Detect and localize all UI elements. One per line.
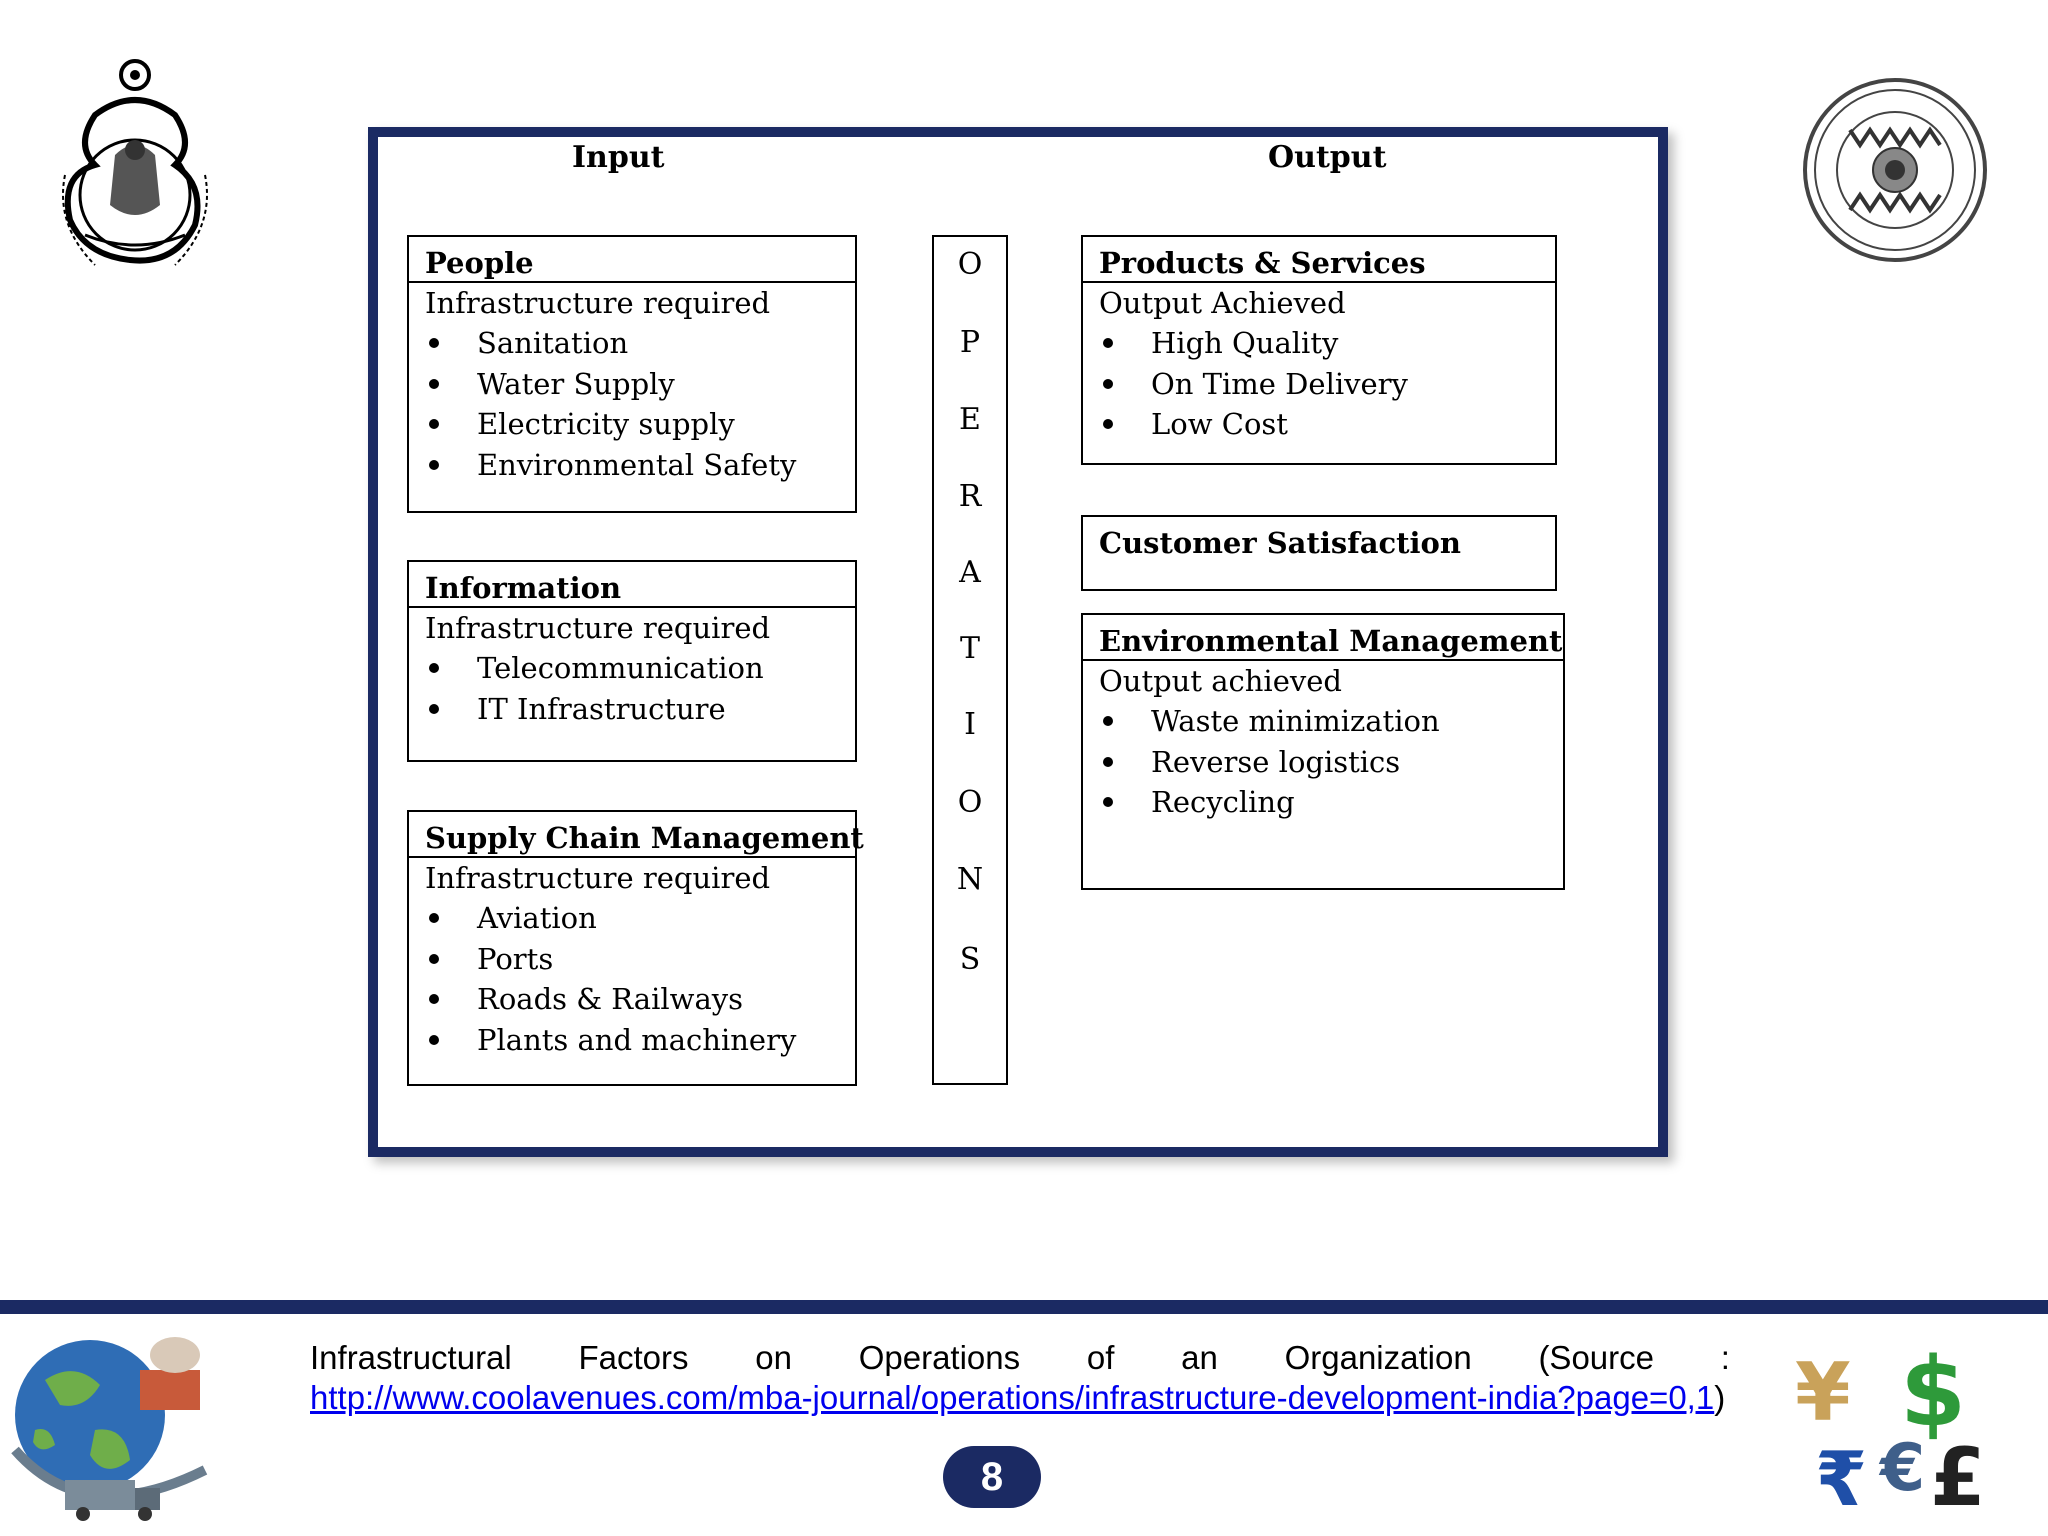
caption-word: Organization <box>1284 1339 1472 1376</box>
caption-word: on <box>755 1339 792 1376</box>
footer-bar <box>0 1300 2048 1314</box>
operations-letter: S <box>959 942 981 977</box>
list-item: Reverse logistics <box>1083 742 1563 783</box>
svg-text:£: £ <box>1930 1431 1986 1515</box>
customer-satisfaction-box <box>1081 515 1557 591</box>
footer-caption <box>310 1338 1730 1418</box>
box-title: Supply Chain Management <box>409 812 855 858</box>
operations-letter: P <box>959 325 981 360</box>
list-item: Telecommunication <box>409 648 855 689</box>
products-services-box <box>1081 235 1557 465</box>
list-item: High Quality <box>1083 323 1555 364</box>
people-box <box>407 235 857 513</box>
box-subtitle: Infrastructure required <box>425 286 771 320</box>
operations-letter: N <box>956 862 984 897</box>
list-item: Sanitation <box>409 323 855 364</box>
list-item: Waste minimization <box>1083 701 1563 742</box>
operations-box <box>932 235 1008 1085</box>
box-subtitle: Infrastructure required <box>425 611 771 645</box>
currency-symbols-icon <box>1785 1340 2005 1515</box>
list-item: Roads & Railways <box>409 979 855 1020</box>
caption-close-paren: ) <box>1714 1379 1726 1416</box>
operations-letter: T <box>959 631 980 666</box>
svg-text:¥: ¥ <box>1795 1346 1851 1439</box>
operations-letter: I <box>964 707 976 742</box>
operations-letter: A <box>959 555 981 590</box>
fms-logo <box>1800 70 1990 270</box>
box-title: People <box>409 237 855 283</box>
list-item: Water Supply <box>409 364 855 405</box>
caption-word: : <box>1720 1339 1730 1376</box>
svg-text:₹: ₹ <box>1815 1435 1868 1515</box>
caption-word: (Source <box>1538 1339 1654 1376</box>
box-title: Customer Satisfaction <box>1099 526 1461 560</box>
operations-letter: E <box>959 402 981 437</box>
list-item: Recycling <box>1083 782 1563 823</box>
supply-chain-box <box>407 810 864 1086</box>
information-box <box>407 560 857 762</box>
list-item: IT Infrastructure <box>409 689 855 730</box>
list-item: Electricity supply <box>409 404 855 445</box>
svg-text:$: $ <box>1900 1340 1967 1448</box>
list-item: Aviation <box>409 898 855 939</box>
list-item: Plants and machinery <box>409 1020 855 1061</box>
box-title: Information <box>409 562 855 608</box>
operations-letter: O <box>957 785 983 820</box>
operations-letter: R <box>958 479 982 514</box>
box-subtitle: Output Achieved <box>1099 286 1346 320</box>
operations-letter: O <box>957 247 983 282</box>
list-item: Ports <box>409 939 855 980</box>
list-item: On Time Delivery <box>1083 364 1555 405</box>
input-heading: Input <box>572 140 665 175</box>
globe-transport-icon <box>5 1330 225 1525</box>
caption-word: Infrastructural <box>310 1339 512 1376</box>
svg-text:€: € <box>1880 1431 1926 1506</box>
list-item: Environmental Safety <box>409 445 855 486</box>
box-title: Products & Services <box>1083 237 1555 283</box>
caption-word: Operations <box>858 1339 1021 1376</box>
caption-word: Factors <box>578 1339 689 1376</box>
caption-word: an <box>1181 1339 1218 1376</box>
bhu-logo <box>55 55 225 285</box>
source-link[interactable]: http://www.coolavenues.com/mba-journal/operations/infrastructure-development-india?page=0,1 <box>310 1379 1715 1416</box>
environmental-management-box <box>1081 613 1565 890</box>
caption-word: of <box>1086 1339 1115 1376</box>
page-number: 8 <box>943 1446 1041 1508</box>
box-title: Environmental Management <box>1083 615 1563 661</box>
output-heading: Output <box>1268 140 1387 175</box>
box-subtitle: Output achieved <box>1099 664 1342 698</box>
list-item: Low Cost <box>1083 404 1555 445</box>
box-subtitle: Infrastructure required <box>425 861 771 895</box>
